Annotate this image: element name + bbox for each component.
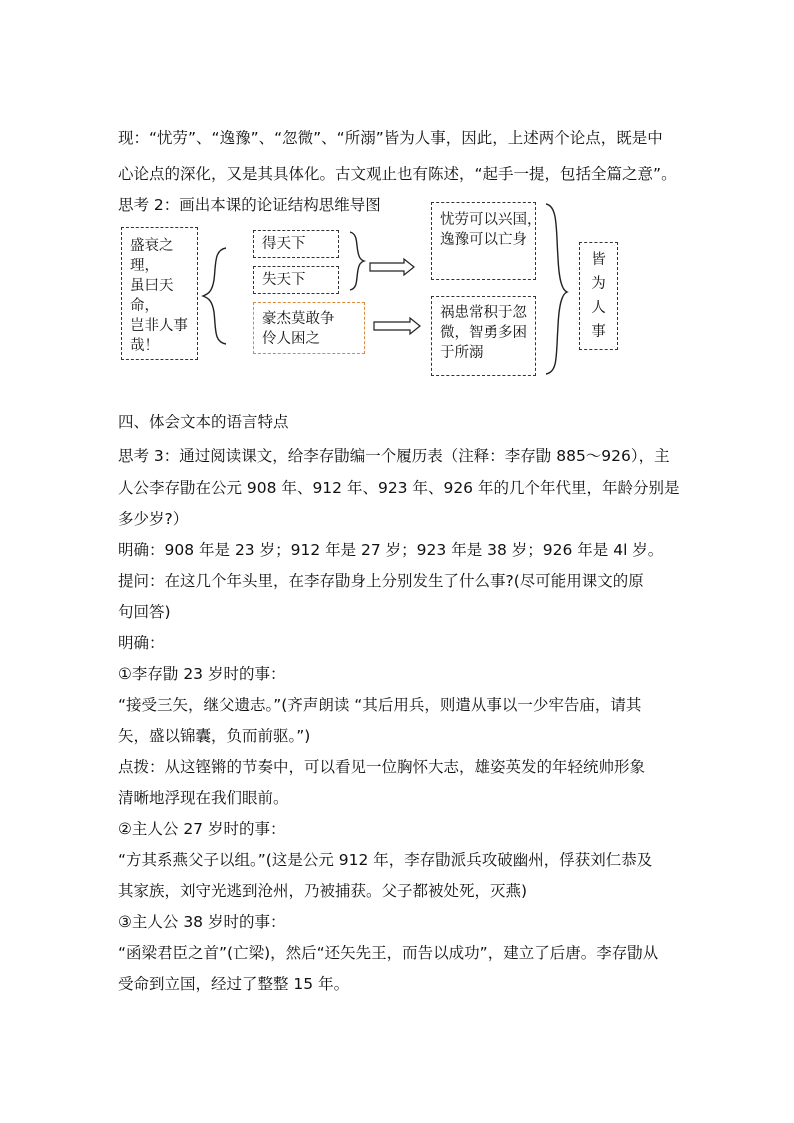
text-line: ③主人公 38 岁时的事： bbox=[118, 913, 286, 931]
text-line: ①李存勖 23 岁时的事： bbox=[118, 665, 286, 683]
text-line: “方其系燕父子以组。”(这是公元 912 年，李存勖派兵攻破幽州，俘获刘仁恭及 bbox=[118, 851, 653, 869]
box-line: 于所溺 bbox=[440, 345, 484, 361]
diagram-box-huohuan bbox=[431, 296, 536, 376]
box-line: 失天下 bbox=[262, 272, 306, 288]
text-line: 清晰地浮现在我们眼前。 bbox=[118, 789, 289, 807]
box-line: 微，智勇多困 bbox=[440, 325, 527, 341]
diagram-box-youlao bbox=[431, 202, 542, 280]
box-line: 虽曰天命， bbox=[130, 278, 174, 314]
box-line: 豪杰莫敢争 bbox=[262, 311, 335, 327]
section-heading: 四、体会文本的语言特点 bbox=[118, 413, 289, 431]
box-line: 逸豫可以亡身 bbox=[440, 232, 527, 248]
text-line: 多少岁?） bbox=[118, 510, 189, 528]
box-line: 伶人困之 bbox=[262, 331, 320, 347]
arrow-upper bbox=[370, 259, 414, 275]
box-line: 盛衰之理， bbox=[130, 238, 174, 274]
diagram-box-thesis bbox=[121, 227, 198, 360]
box-line: 忧劳可以兴国， bbox=[440, 212, 542, 228]
diagram-box-haojie bbox=[253, 302, 365, 354]
diagram-box-shi-tianxia bbox=[253, 266, 339, 294]
text-line: 点拨：从这铿锵的节奏中，可以看见一位胸怀大志，雄姿英发的年轻统帅形象 bbox=[118, 758, 646, 776]
text-line: 明确： bbox=[118, 634, 165, 652]
text-line: 人公李存勖在公元 908 年、912 年、923 年、926 年的几个年代里，年龄分别是 bbox=[118, 479, 680, 497]
text-line: 心论点的深化，又是其具体化。古文观止也有陈述，“起手一提，包括全篇之意”。 bbox=[118, 165, 677, 183]
big-brace bbox=[546, 204, 567, 374]
text-line: ②主人公 27 岁时的事： bbox=[118, 820, 286, 838]
box-char: 为 bbox=[591, 276, 606, 292]
text-line: 明确：908 年是 23 岁；912 年是 27 岁；923 年是 38 岁；926 年是 4l 岁。 bbox=[118, 541, 664, 559]
arrow-lower bbox=[374, 318, 420, 334]
text-line: 思考 3：通过阅读课文，给李存勖编一个履历表（注释：李存勖 885～926），主 bbox=[118, 447, 670, 465]
text-line: 矢，盛以锦囊，负而前驱。”) bbox=[118, 727, 311, 745]
text-line: 其家族，刘守光逃到沧州，乃被捕获。父子都被处死，灭燕) bbox=[118, 882, 528, 900]
diagram-box-de-tianxia bbox=[253, 230, 339, 258]
box-line: 祸患常积于忽 bbox=[440, 305, 527, 321]
section-caption: 思考 2：画出本课的论证结构思维导图 bbox=[118, 196, 381, 214]
box-line: 哉！ bbox=[130, 338, 159, 354]
diagram-box-conclusion bbox=[579, 242, 618, 350]
text-line: 受命到立国，经过了整整 15 年。 bbox=[118, 975, 350, 993]
text-line: 句回答) bbox=[118, 603, 171, 621]
box-line: 得天下 bbox=[262, 236, 306, 252]
left-brace bbox=[203, 248, 226, 344]
right-brace bbox=[350, 232, 364, 290]
box-line: 岂非人事 bbox=[130, 318, 188, 334]
box-char: 皆 bbox=[591, 252, 606, 268]
text-line: “函梁君臣之首”(亡梁)，然后“还矢先王，而告以成功”，建立了后唐。李存勖从 bbox=[118, 944, 659, 962]
box-char: 事 bbox=[591, 324, 606, 340]
box-char: 人 bbox=[591, 300, 606, 316]
text-line: 现：“忧劳”、“逸豫”、“忽微”、“所溺”皆为人事，因此，上述两个论点，既是中 bbox=[118, 129, 663, 147]
text-line: 提问：在这几个年头里，在李存勖身上分别发生了什么事?(尽可能用课文的原 bbox=[118, 572, 644, 590]
text-line: “接受三矢，继父遗志。”(齐声朗读 “其后用兵，则遣从事以一少牢告庙，请其 bbox=[118, 696, 642, 714]
